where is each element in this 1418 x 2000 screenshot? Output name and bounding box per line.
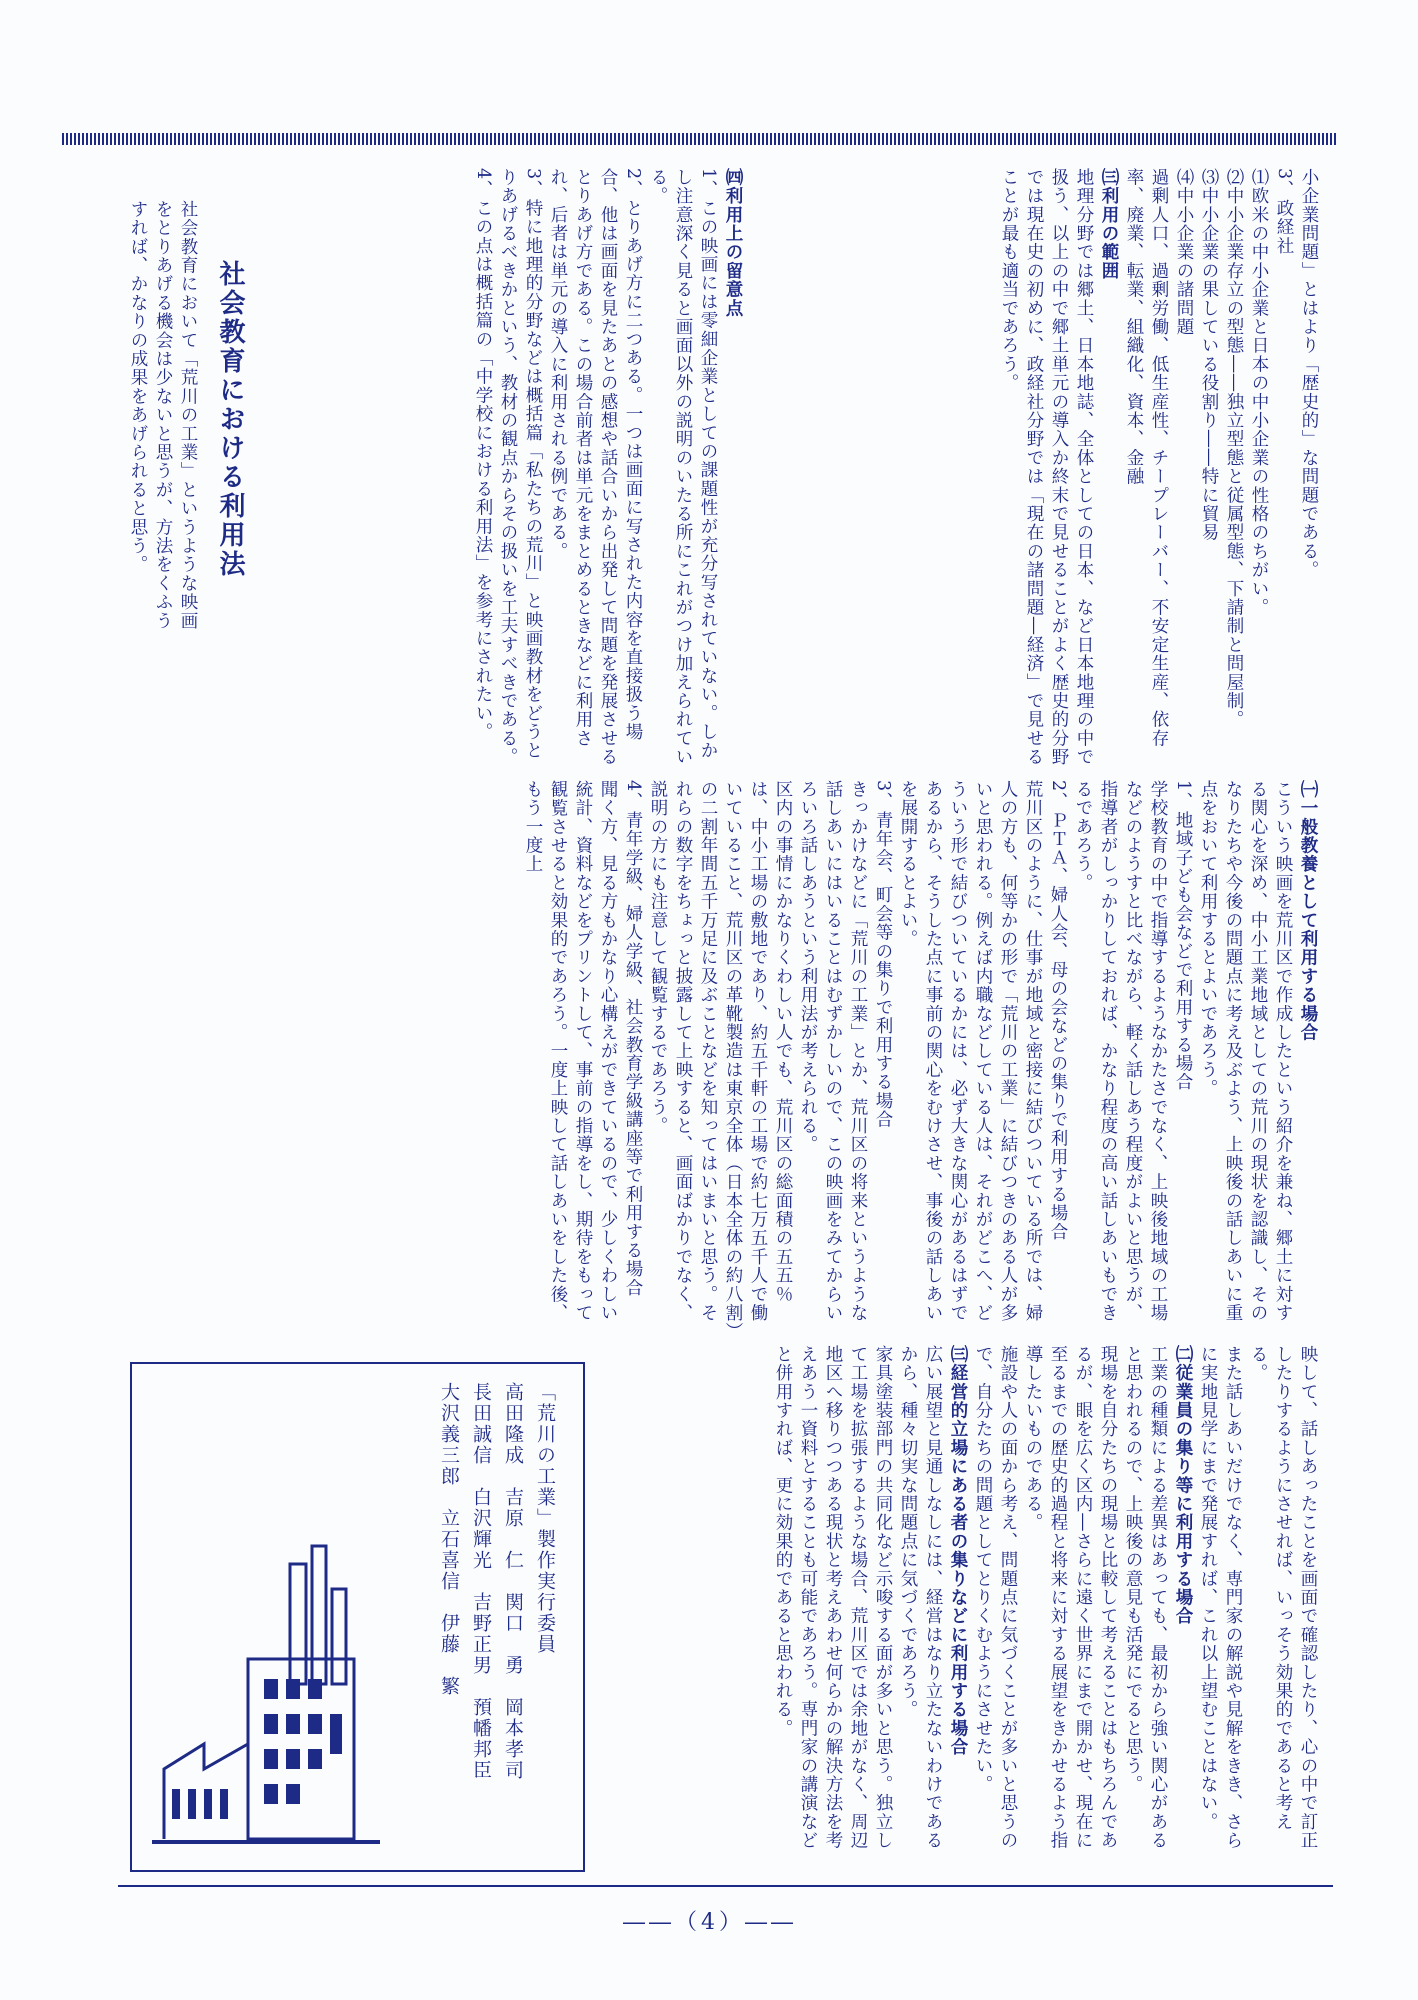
social-body-text: 社会教育において「荒川の工業」というような映画をとりあげる機会は少ないと思うが、方法をくふうすれば、かなりの成果をあげられると思う。 bbox=[128, 200, 198, 631]
employee-body-2: 現場を自分たちの現場と比較して考えることはもちろんであるが、眼を広く区内―さらに遠く世界にまで開かせ、現在に至るまでの歴史的過程と将来に対する展望をきかせるよう指導したいものである。 bbox=[1023, 1345, 1118, 1850]
note-1: 1、この映画には零細企業としての課題性が充分写されていない。しかし注意深く見ると画面以外の説明のいたる所にこれがつけ加えられている。 bbox=[648, 168, 718, 767]
general-culture-heading: ㈠一般教養として利用する場合 bbox=[1298, 780, 1318, 1042]
note-3: 3、特に地理的分野などは概括篇「私たちの荒川」と映画教材をどうとりあげるべきかという、教材の観点からその扱いを工夫すべきである。 bbox=[498, 168, 543, 767]
sub-item-3: ⑶中小企業の果している役割り――特に貿易 bbox=[1199, 168, 1219, 542]
middle-item-3: 3、青年会、町会等の集りで利用する場合 bbox=[873, 780, 893, 1129]
credits-text bbox=[433, 1382, 561, 1852]
lower-continuation-2: また話しあいだけでなく、専門家の解説や見解をきき、さらに実地見学にまで発展すれば、これ以上望むことはない。 bbox=[1198, 1345, 1243, 1850]
sub-item-4: ⑷中小企業の諸問題 bbox=[1174, 168, 1194, 337]
social-education-title: 社会教育における利用法 bbox=[215, 260, 245, 579]
management-body: 広い展望と見通しなしには、経営はなり立たないわけであるから、種々切実な問題点に気づくであろう。 bbox=[898, 1345, 943, 1850]
sub-item-2: ⑵中小企業存立の型態――独立型態と従属型態、下請制と問屋制。 bbox=[1224, 168, 1244, 729]
middle-item-3-body-2: 区内の事情にかなりくわしい人でも、荒川区の総面積の五五％は、中小工場の敷地であり、約五千軒の工場で約七万五千人で働いていること、荒川区の革靴製造は東京全体（日本全体の約八割）の二割年間五千万足に及ぶことなどを知ってはいまいと思う。それらの数字をちょっと披露して上映すると、画面ばかりでなく、説明の方にも注意して観覧するであろう。 bbox=[648, 780, 793, 1333]
middle-section bbox=[290, 780, 1320, 1335]
middle-item-1-body: 学校教育の中で指導するようなかたさでなく、上映後地域の工場などのようすと比べながら、軽く話しあう程度がよいと思うが、指導者がしっかりしておれば、かなり程度の高い話しあいもできるであろう。 bbox=[1073, 780, 1168, 1323]
section-4-heading: ㈣利用上の留意点 bbox=[723, 168, 743, 318]
middle-item-4: 4、青年学級、婦人学級、社会教育学級講座等で利用する場合 bbox=[623, 780, 643, 1298]
upper-intro: 小企業問題」とはより「歴史的」な問題である。 bbox=[1299, 168, 1319, 580]
general-culture-body: こういう映画を荒川区で作成したという紹介を兼ね、郷土に対する関心を深め、中小工業地域としての荒川の現状を認識し、そのなりたちや今後の問題点に考え及ぶよう、上映後の話しあいに重点をおいて利用するとよいであろう。 bbox=[1198, 780, 1293, 1323]
credits-line-1: 高田隆成 吉原 仁 関口 勇 岡本孝司 bbox=[502, 1382, 524, 1781]
upper-section bbox=[756, 168, 1321, 768]
decorative-header-stripe bbox=[62, 133, 1338, 145]
middle-item-2-body: 荒川区のように、仕事が地域と密接に結びついている所では、婦人の方も、何等かの形で「荒川の工業」に結びつきのある人が多いと思われる。例えば内職などしている人は、それがどこへ、どういう形で結びついているかには、必ず大きな関心があるはずであるから、そうした点に事前の関心をむけさせ、事後の話しあいを展開するとよい。 bbox=[898, 780, 1043, 1323]
note-2: 2、とりあげ方に二つある。一つは画面に写された内容を直接扱う場合、他は画面を見たあとの感想や話合いから出発して問題を発展させるとりあげ方である。この場合前者は単元をまとめるときなどに利用され、后者は単元の導入に利用される例である。 bbox=[548, 168, 643, 767]
credits-line-3: 大沢義三郎 立石喜信 伊藤 繁 bbox=[438, 1382, 460, 1697]
management-heading: ㈢経営的立場にある者の集りなどに利用する場合 bbox=[948, 1345, 968, 1757]
credits-heading: 「荒川の工業」製作実行委員 bbox=[534, 1382, 556, 1655]
credits-line-2: 長田誠信 白沢輝光 吉野正男 預幡邦臣 bbox=[470, 1382, 492, 1781]
middle-item-2: 2、ＰＴＡ、婦人会、母の会などの集りで利用する場合 bbox=[1048, 780, 1068, 1242]
social-education-body bbox=[110, 200, 200, 640]
employee-body-3: 施設や人の面から考え、問題点に気づくことが多いと思うので、自分たちの問題としてとりくむようにさせたい。 bbox=[973, 1345, 1018, 1850]
caution-section bbox=[300, 168, 745, 768]
middle-item-3-body: きっかけなどに「荒川の工業」とか、荒川区の将来というような話しあいにはいることはむずかしいので、この映画をみてからいろいろ話しあうという利用法が考えられる。 bbox=[798, 780, 868, 1323]
employee-heading: ㈡従業員の集り等に利用する場合 bbox=[1173, 1345, 1193, 1626]
lower-continuation-1: 映して、話しあったことを画面で確認したり、心の中で訂正したりするようにさせれば、いっそう効果的であると考える。 bbox=[1248, 1345, 1318, 1850]
employee-body: 工業の種類による差異はあっても、最初から強い関心があると思われるので、上映後の意見も活発にでると思う。 bbox=[1123, 1345, 1168, 1850]
page-number: ――（4）―― bbox=[623, 1910, 797, 1935]
bottom-rule bbox=[118, 1885, 1333, 1887]
management-body-2: 家具塗装部門の共同化など示唆する面が多いと思う。独立して工場を拡張するような場合、荒川区では余地がなく、周辺地区へ移りつつある現状と考えあわせ何らかの解決方法を考えあう一資料とすることも可能であろう。専門家の講演などと併用すれば、更に効果的であると思われる。 bbox=[773, 1345, 893, 1850]
lower-section bbox=[520, 1345, 1320, 1865]
section-3-heading: ㈢利用の範囲 bbox=[1099, 168, 1119, 281]
credits-box bbox=[130, 1362, 585, 1872]
sub-item-4-body: 過剰人口、過剰労働、低生産性、チープレーバー、不安定生産、依存率、廃業、転業、組織化、資本、金融 bbox=[1124, 168, 1169, 748]
section-3-body: 地理分野では郷土、日本地誌、全体としての日本、など日本地理の中で扱う、以上の中で郷土単元の導入か終末で見せることがよく歴史的分野では現在史の初めに、政経社分野では「現在の諸問題―経済」で見せることが最も適当であろう。 bbox=[999, 168, 1094, 767]
factory-illustration bbox=[152, 1544, 382, 1854]
note-4: 4、この点は概括篇の「中学校における利用法」を参考にされたい。 bbox=[473, 168, 493, 742]
sub-item-1: ⑴欧米の中小企業と日本の中小企業の性格のちがい。 bbox=[1249, 168, 1269, 617]
item-3-heading: 3、政経社 bbox=[1274, 168, 1294, 256]
middle-item-1: 1、地域子ども会などで利用する場合 bbox=[1173, 780, 1193, 1092]
middle-item-4-body: 聞く方、見る方もかなり心構えができているので、少しくわしい統計、資料などをプリントして、事前の指導をし、期待をもって観覧させると効果的であろう。一度上映して話しあいをした後、もう一度上 bbox=[523, 780, 618, 1323]
